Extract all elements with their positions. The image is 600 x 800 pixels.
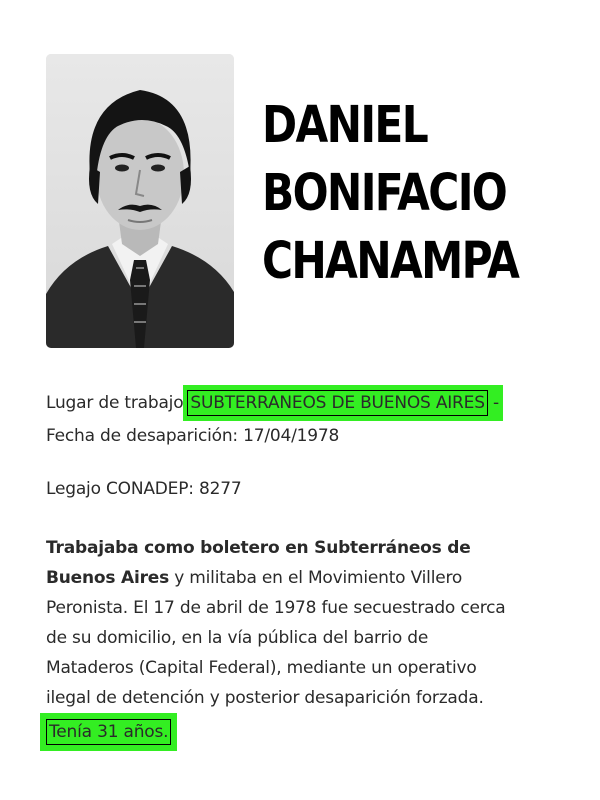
bio-line-6: ilegal de detención y posterior desaparición forzada. bbox=[46, 688, 484, 708]
work-highlight bbox=[183, 385, 503, 421]
bio-bold-employer: Buenos Aires bbox=[46, 568, 170, 588]
age-highlight bbox=[40, 713, 177, 751]
name-line-middle: BONIFACIO bbox=[262, 164, 507, 223]
work-value: SUBTERRANEOS DE BUENOS AIRES bbox=[187, 390, 487, 416]
bio-line-2-rest: y militaba en el Movimiento Villero bbox=[169, 568, 463, 588]
age-text: Tenía 31 años. bbox=[46, 719, 171, 745]
separator: - bbox=[493, 393, 499, 413]
bio-line-1: Trabajaba como boletero en Subterráneos de bbox=[46, 538, 471, 558]
file-number: 8277 bbox=[199, 479, 242, 499]
disappearance-date: 17/04/1978 bbox=[243, 426, 340, 446]
portrait-photo bbox=[46, 54, 234, 348]
file-label: Legajo CONADEP: bbox=[46, 479, 194, 499]
disappearance-label: Fecha de desaparición: bbox=[46, 426, 238, 446]
bio-line-2 bbox=[46, 563, 546, 593]
work-details bbox=[46, 385, 546, 451]
bio-line-3: Peronista. El 17 de abril de 1978 fue secuestrado cerca bbox=[46, 598, 506, 618]
bio-line-5: Mataderos (Capital Federal), mediante un operativo bbox=[46, 658, 477, 678]
biography bbox=[46, 533, 546, 751]
work-label: Lugar de trabajo bbox=[46, 393, 184, 413]
name-line-first: DANIEL bbox=[262, 96, 428, 155]
bio-line-4: de su domicilio, en la vía pública del barrio de bbox=[46, 628, 429, 648]
file-details bbox=[46, 474, 546, 504]
bio-age-line bbox=[46, 713, 546, 751]
name-line-last: CHANAMPA bbox=[262, 232, 519, 291]
person-name bbox=[262, 92, 528, 296]
